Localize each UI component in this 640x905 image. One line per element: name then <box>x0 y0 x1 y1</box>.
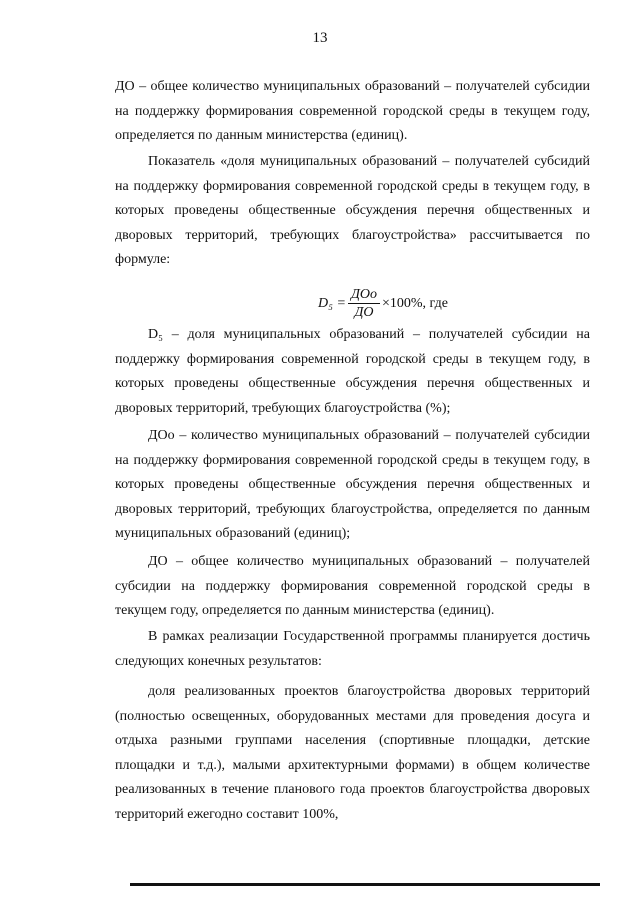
paragraph-indicator-description: Показатель «доля муниципальных образований – получателей субсидий на поддержку формирования современной городской среды в текущем году, в которых проведены общественные обсуждения перечня общественных и дворовых территорий, требующих благоустройства» рассчитывается по формуле: <box>115 154 590 267</box>
formula-fraction <box>348 286 380 321</box>
bottom-rule <box>130 883 600 886</box>
formula-denominator: ДО <box>354 305 374 320</box>
paragraph-do-definition-2: ДО – общее количество муниципальных образований – получателей субсидии на поддержку формирования современной городской среды в текущем году, определяется по данным министерства (единиц). <box>115 554 590 618</box>
formula-suffix: , где <box>422 295 448 311</box>
page-number: 13 <box>312 30 328 46</box>
formula-multiplier: ×100% <box>381 295 423 311</box>
paragraph-expected-results-intro: В рамках реализации Государственной программы планируется достичь следующих конечных результатов: <box>115 629 590 669</box>
paragraph-d5-definition: D₅ – доля муниципальных образований – получателей субсидии на поддержку формирования современной городской среды в текущем году, в которых проведены общественные обсуждения перечня общественных и дворовых территорий, требующих благоустройства (%); <box>115 327 590 416</box>
formula-lhs: D₅ = <box>318 295 346 311</box>
paragraph-do-definition-1: ДО – общее количество муниципальных образований – получателей субсидии на поддержку формирования современной городской среды в текущем году, определяется по данным министерства (единиц). <box>115 79 590 143</box>
paragraph-doo-definition: ДОо – количество муниципальных образований – получателей субсидии на поддержку формирования современной городской среды в текущем году, в которых проведены общественные обсуждения перечня общественных и дворовых территорий, требующих благоустройства, определяется по данным муниципальных образований (единиц); <box>115 428 590 541</box>
formula <box>318 286 448 321</box>
formula-numerator: ДОо <box>348 286 380 304</box>
paragraph-result-item: доля реализованных проектов благоустройства дворовых территорий (полностью освещенных, оборудованных местами для проведения досуга и отдыха разными группами населения (спортивные площадки, детские площадки и т.д.), малыми архитектурными формами) в общем количестве реализованных в течение планового года проектов благоустройства дворовых территорий ежегодно составит 100%, <box>115 684 590 822</box>
